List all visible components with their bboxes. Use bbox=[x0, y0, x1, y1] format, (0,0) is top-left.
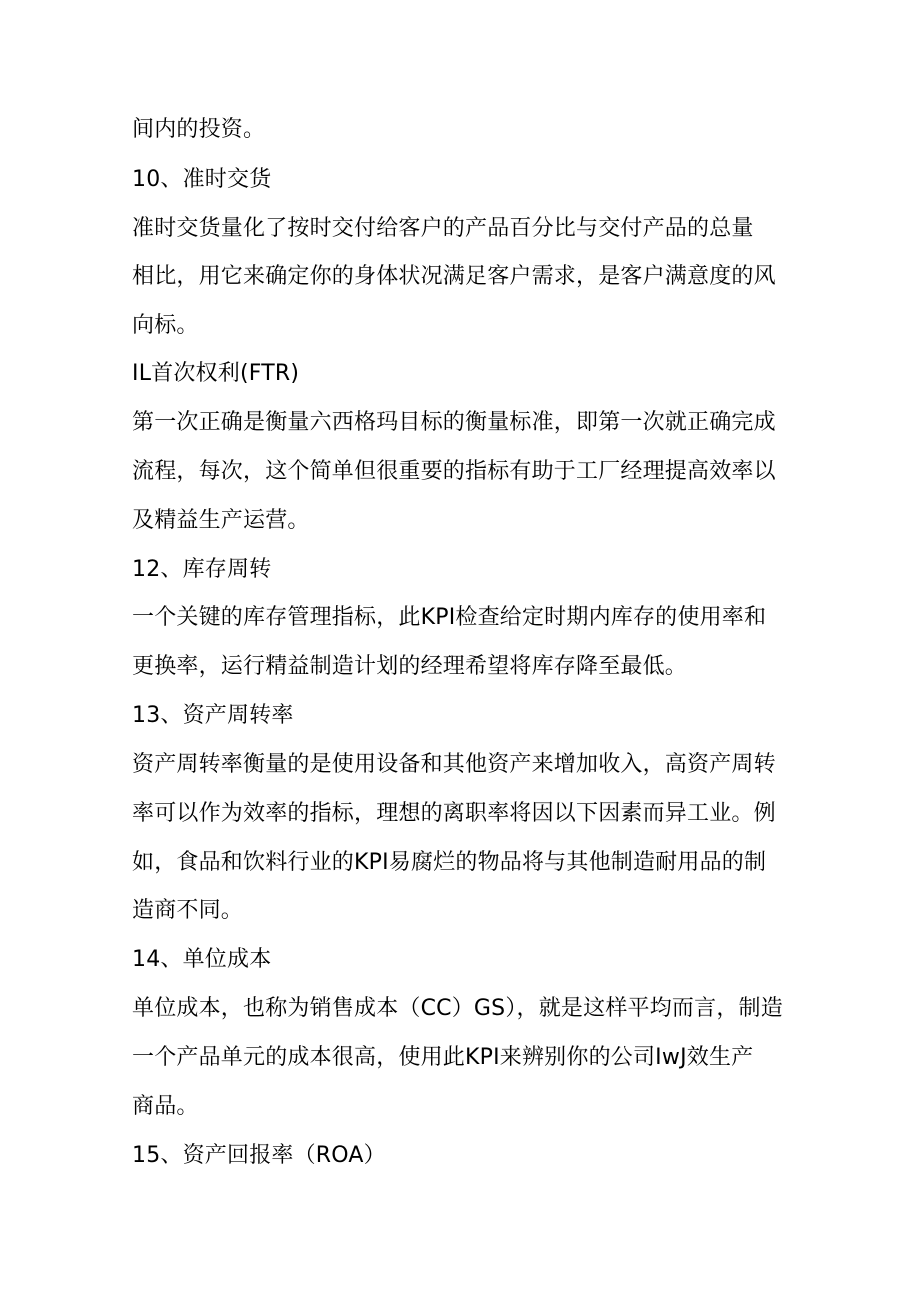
text-line: 如，食品和饮料行业的KPI易腐烂的物品将与其他制造耐用品的制 bbox=[132, 850, 767, 875]
text-line: 向标。 bbox=[132, 313, 199, 338]
text-line: 流程，每次，这个简单但很重要的指标有助于工厂经理提高效率以 bbox=[132, 459, 776, 484]
text-line: 商品。 bbox=[132, 1094, 199, 1119]
text-line: 率可以作为效率的指标，理想的离职率将因以下因素而异工业。例 bbox=[132, 801, 776, 826]
section-heading: 12、库存周转 bbox=[132, 557, 272, 582]
section-heading: 13、资产周转率 bbox=[132, 703, 294, 728]
text-line: 准时交货量化了按时交付给客户的产品百分比与交付产品的总量 bbox=[132, 216, 754, 241]
section-heading: 10、准时交货 bbox=[132, 167, 272, 192]
text-line: 一个关键的库存管理指标，此KPI检查给定时期内库存的使用率和 bbox=[132, 605, 767, 630]
text-line: 更换率，运行精益制造计划的经理希望将库存降至最低。 bbox=[132, 654, 688, 679]
text-line: 一个产品单元的成本很高，使用此KPI来辨别你的公司IwJ效生产 bbox=[132, 1045, 754, 1070]
text-line: 资产周转率衡量的是使用设备和其他资产来增加收入，高资产周转 bbox=[132, 752, 776, 777]
text-line: 造商不同。 bbox=[132, 898, 244, 923]
text-line: 间内的投资。 bbox=[132, 117, 266, 142]
text-line: 第一次正确是衡量六西格玛目标的衡量标准，即第一次就正确完成 bbox=[132, 410, 776, 435]
text-line: 及精益生产运营。 bbox=[132, 508, 310, 533]
section-heading: 14、单位成本 bbox=[132, 947, 272, 972]
section-heading: 15、资产回报率（ROA） bbox=[132, 1143, 386, 1168]
text-line: 单位成本，也称为销售成本（CC）GS），就是这样平均而言，制造 bbox=[132, 996, 783, 1021]
text-line: 相比，用它来确定你的身体状况满足客户需求，是客户满意度的风 bbox=[132, 264, 776, 289]
section-heading: IL首次权利(FTR) bbox=[132, 361, 300, 386]
